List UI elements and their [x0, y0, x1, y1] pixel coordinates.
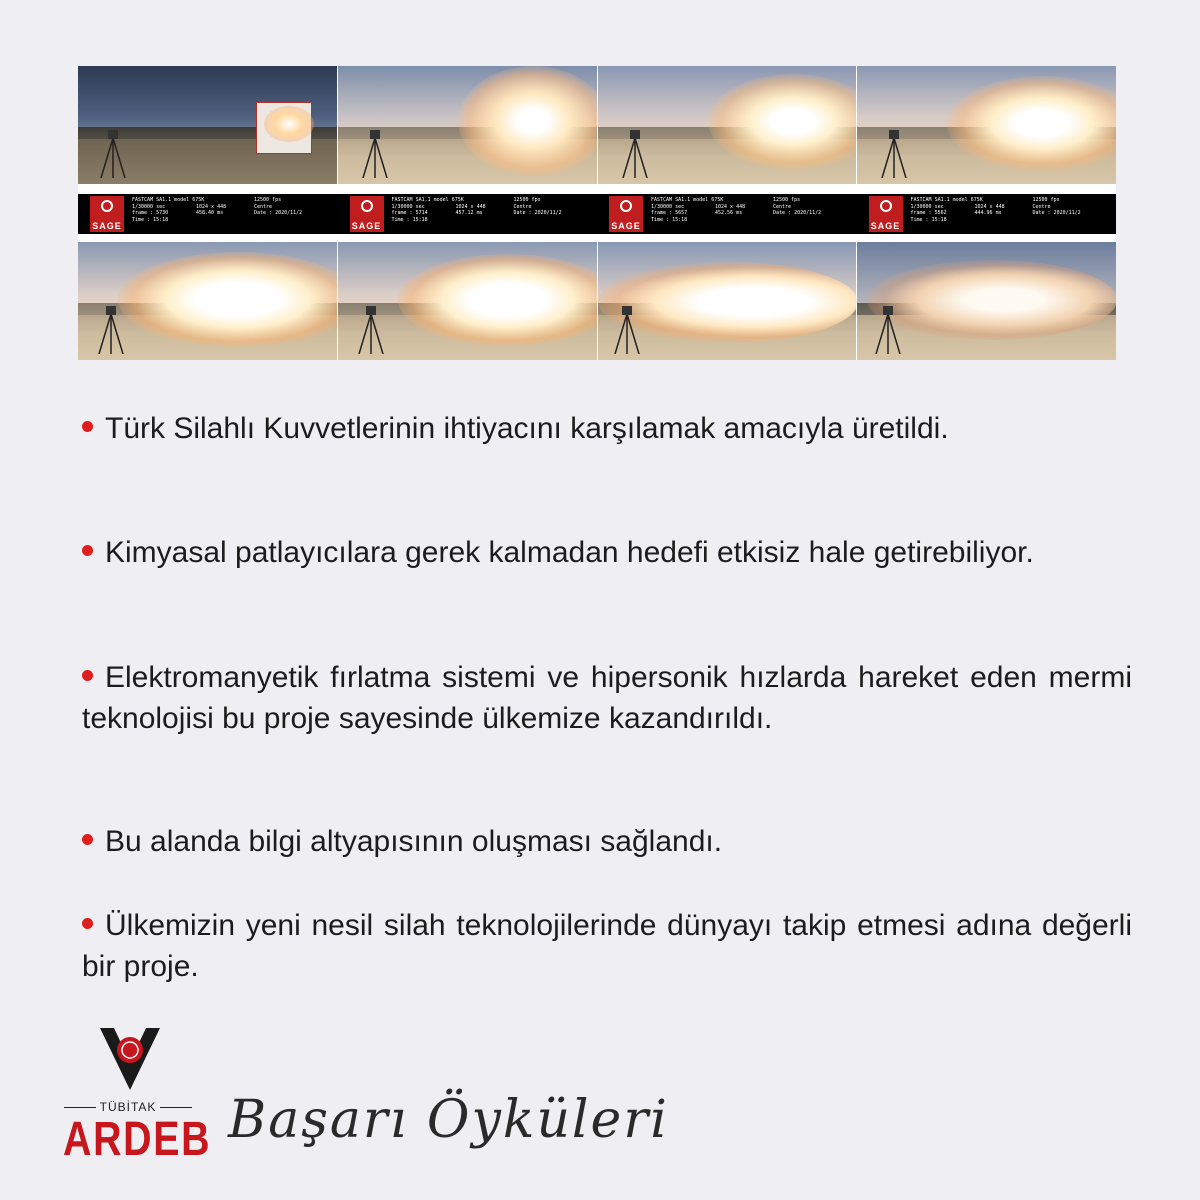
sage-logo: SAGE — [869, 196, 903, 232]
photo-frame-7 — [598, 242, 858, 360]
photo-frame-3 — [598, 66, 858, 184]
tripod-icon — [98, 128, 128, 178]
photo-frame-8 — [857, 242, 1116, 360]
photo-row-top — [78, 66, 1116, 184]
sage-logo: SAGE — [609, 196, 643, 232]
tubitak-label: TÜBİTAK — [64, 1098, 192, 1116]
camera-info-2: SAGE FASTCAM SA1.1 model 675K 1/30000 sec frame : 5714 Time : 15:18 1024 x 448 457.12 ms 12500 fps Centre Date : 2020/11/2 — [338, 194, 598, 234]
camera-info-3: SAGE FASTCAM SA1.1 model 675K 1/30000 sec frame : 5657 Time : 15:18 1024 x 448 452.56 ms 12500 fps Centre Date : 2020/11/2 — [597, 194, 857, 234]
bullet-item-2: Kimyasal patlayıcılara gerek kalmadan hedefi etkisiz hale getirebiliyor. — [82, 532, 1132, 573]
bullet-dot-icon — [82, 670, 93, 681]
bullet-item-5: Ülkemizin yeni nesil silah teknolojilerinde dünyayı takip etmesi adına değerli bir proje. — [82, 909, 1132, 983]
photo-frame-4 — [857, 66, 1116, 184]
camera-info-bar — [78, 194, 1116, 234]
photo-frame-6 — [338, 242, 598, 360]
photo-frame-5 — [78, 242, 338, 360]
bullet-dot-icon — [82, 545, 93, 556]
photo-row-bottom — [78, 242, 1116, 360]
photo-frame-2 — [338, 66, 598, 184]
bullet-dot-icon — [82, 834, 93, 845]
sage-logo: SAGE — [350, 196, 384, 232]
tagline: Başarı Öyküleri — [228, 1090, 669, 1150]
camera-info-4: SAGE FASTCAM SA1.1 model 675K 1/30000 sec frame : 5562 Time : 15:18 1024 x 448 444.96 ms 12500 fps Centre Date : 2020/11/2 — [857, 194, 1117, 234]
bullet-item-1: Türk Silahlı Kuvvetlerinin ihtiyacını karşılamak amacıyla üretildi. — [82, 408, 1132, 449]
tubitak-emblem-icon — [100, 1028, 160, 1090]
high-speed-camera-photo-strip — [78, 66, 1116, 360]
bullet-item-3: Elektromanyetik fırlatma sistemi ve hipersonik hızlarda hareket eden mermi teknolojisi bu proje sayesinde ülkemize kazandırıldı. — [82, 661, 1132, 735]
photo-frame-1 — [78, 66, 338, 184]
sage-logo: SAGE — [90, 196, 124, 232]
camera-info-1: SAGE FASTCAM SA1.1 model 675K 1/30000 sec frame : 5730 Time : 15:18 1024 x 448 458.40 ms 12500 fps Centre Date : 2020/11/2 — [78, 194, 338, 234]
bullet-item-4: Bu alanda bilgi altyapısının oluşması sağlandı. — [82, 821, 1132, 862]
bullet-dot-icon — [82, 918, 93, 929]
bullet-dot-icon — [82, 421, 93, 432]
ardeb-logo-text: ARDEB — [63, 1113, 212, 1166]
